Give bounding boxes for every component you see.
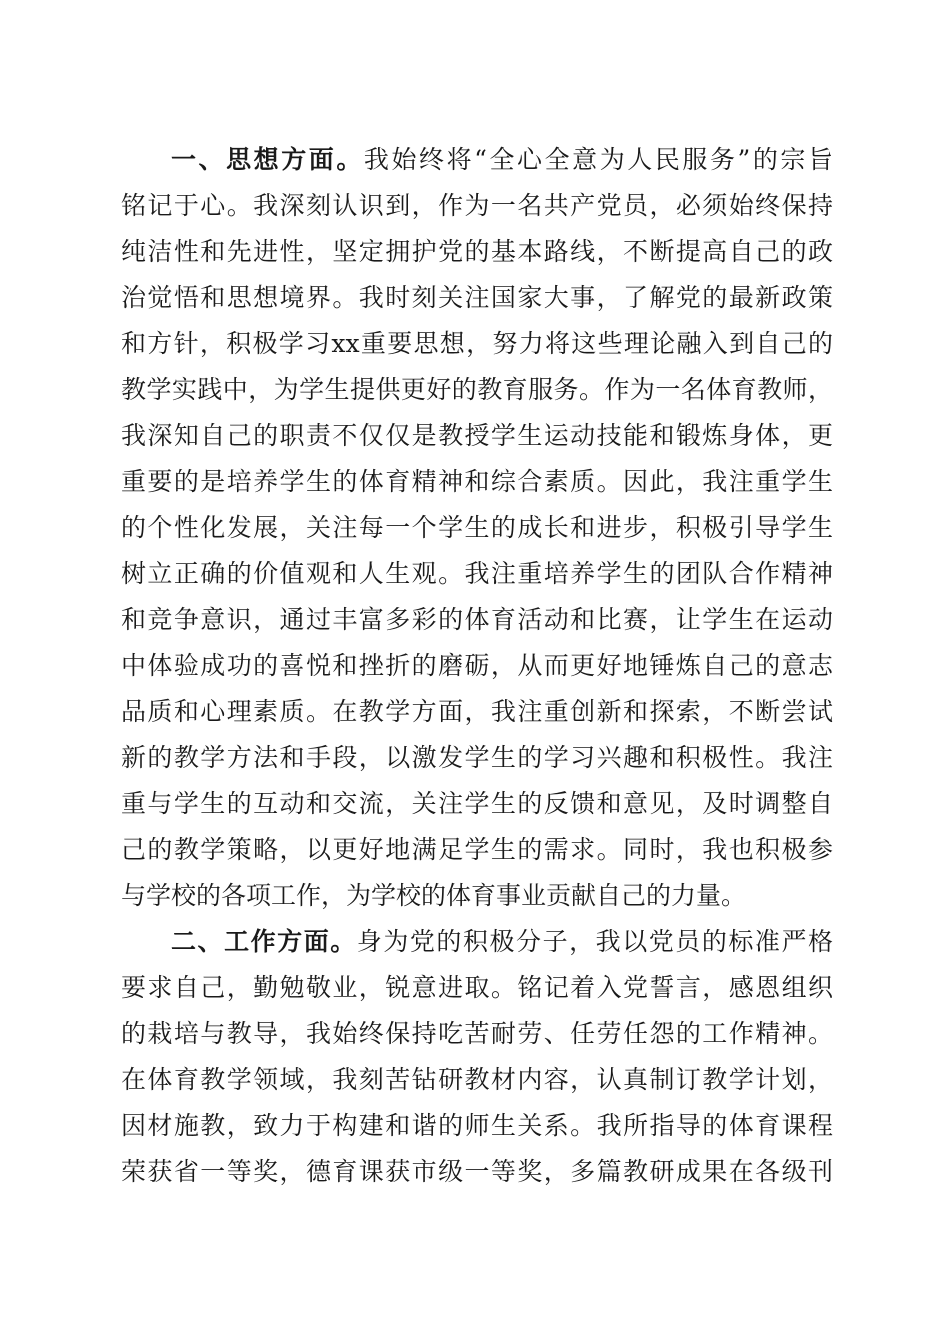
paragraph-text: 我始终将“全心全意为人民服务”的宗旨 [363, 145, 833, 174]
paragraph-1-line-15: 重与学生的互动和交流，关注学生的反馈和意见，及时调整自 [121, 789, 833, 818]
paragraph-1-line-12: 中体验成功的喜悦和挫折的磨砺，从而更好地锤炼自己的意志 [121, 651, 833, 680]
section-heading-1: 一、思想方面。 [171, 145, 364, 174]
paragraph-2-line-5: 因材施教，致力于构建和谐的师生关系。我所指导的体育课程 [121, 1111, 833, 1140]
paragraph-1-line-5: 和方针，积极学习xx重要思想，努力将这些理论融入到自己的 [121, 329, 833, 358]
paragraph-1-line-7: 我深知自己的职责不仅仅是教授学生运动技能和锻炼身体，更 [121, 421, 833, 450]
paragraph-1-line-9: 的个性化发展，关注每一个学生的成长和进步，积极引导学生 [121, 513, 833, 542]
paragraph-1-line-16: 己的教学策略，以更好地满足学生的需求。同时，我也积极参 [121, 835, 833, 864]
paragraph-2-line-4: 在体育教学领域，我刻苦钻研教材内容，认真制订教学计划， [121, 1065, 833, 1094]
paragraph-text: 身为党的积极分子，我以党员的标准严格 [356, 927, 833, 956]
paragraph-1-line-14: 新的教学方法和手段，以激发学生的学习兴趣和积极性。我注 [121, 743, 833, 772]
paragraph-1-line-11: 和竞争意识，通过丰富多彩的体育活动和比赛，让学生在运动 [121, 605, 833, 634]
paragraph-1-line-1 [171, 137, 833, 183]
paragraph-1-line-17: 与学校的各项工作，为学校的体育事业贡献自己的力量。 [121, 881, 747, 910]
section-heading-2: 二、工作方面。 [171, 927, 357, 956]
paragraph-1-line-10: 树立正确的价值观和人生观。我注重培养学生的团队合作精神 [121, 559, 833, 588]
paragraph-1-line-6: 教学实践中，为学生提供更好的教育服务。作为一名体育教师， [121, 375, 833, 404]
paragraph-2-line-1 [171, 919, 833, 965]
paragraph-1-line-13: 品质和心理素质。在教学方面，我注重创新和探索，不断尝试 [121, 697, 833, 726]
paragraph-1-line-2: 铭记于心。我深刻认识到，作为一名共产党员，必须始终保持 [121, 191, 833, 220]
paragraph-2-line-6: 荣获省一等奖，德育课获市级一等奖，多篇教研成果在各级刊 [121, 1157, 833, 1186]
paragraph-1-line-8: 重要的是培养学生的体育精神和综合素质。因此，我注重学生 [121, 467, 833, 496]
paragraph-1-line-3: 纯洁性和先进性，坚定拥护党的基本路线，不断提高自己的政 [121, 237, 833, 266]
paragraph-2-line-3: 的栽培与教导，我始终保持吃苦耐劳、任劳任怨的工作精神。 [121, 1019, 833, 1048]
paragraph-2-line-2: 要求自己，勤勉敬业，锐意进取。铭记着入党誓言，感恩组织 [121, 973, 833, 1002]
paragraph-1-line-4: 治觉悟和思想境界。我时刻关注国家大事，了解党的最新政策 [121, 283, 833, 312]
